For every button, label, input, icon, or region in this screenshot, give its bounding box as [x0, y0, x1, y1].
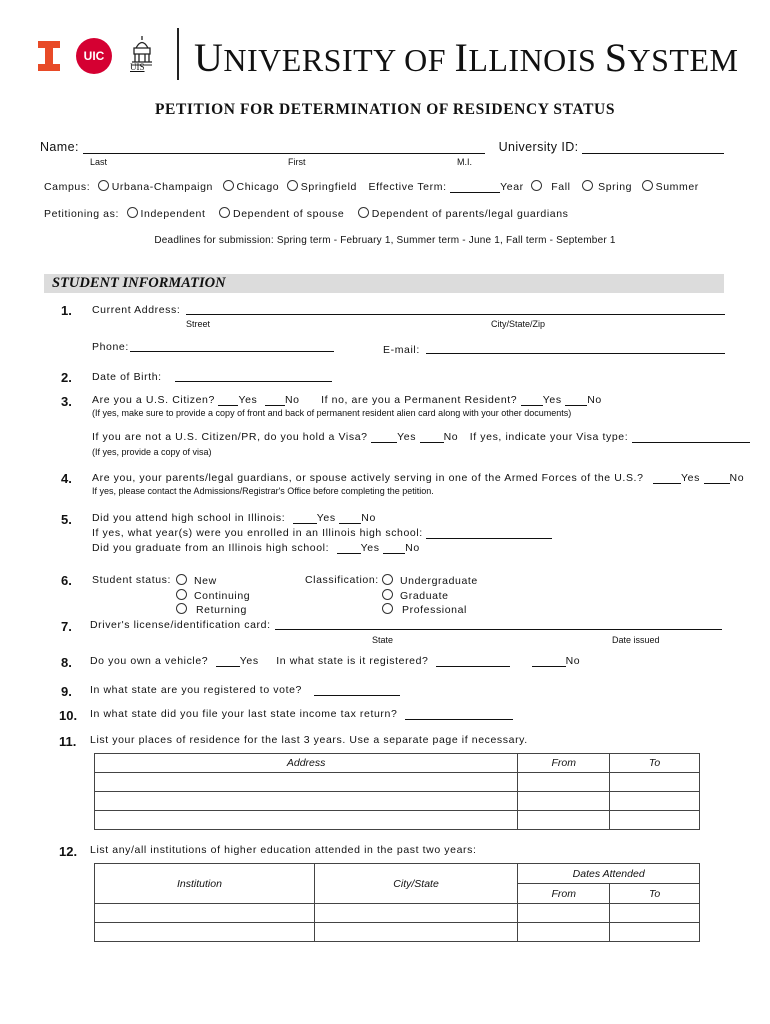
license-date-label: Date issued	[612, 635, 660, 645]
pr-yes-input[interactable]	[521, 394, 543, 406]
dependent-parents-label: Dependent of parents/legal guardians	[371, 208, 569, 220]
status-returning-option	[176, 603, 247, 616]
citizen-no-label: No	[284, 394, 300, 406]
hs-no-input[interactable]	[339, 512, 361, 524]
vehicle-no-input[interactable]	[532, 655, 566, 667]
independent-label: Independent	[140, 208, 206, 220]
pr-no-input[interactable]	[565, 394, 587, 406]
citizen-yes-input[interactable]	[218, 394, 238, 406]
q5-line3	[92, 542, 420, 554]
residence-address-cell[interactable]	[95, 792, 518, 811]
vehicle-yes-input[interactable]	[216, 655, 240, 667]
term-spring-radio[interactable]	[582, 180, 593, 191]
status-returning-label: Returning	[196, 604, 247, 616]
campus-label: Campus:	[44, 181, 91, 193]
email-label: E-mail:	[383, 344, 420, 356]
citizen-yes-label: Yes	[238, 394, 258, 406]
visa-no-label: No	[443, 431, 459, 443]
campus-springfield-radio[interactable]	[287, 180, 298, 191]
email-input[interactable]	[426, 342, 725, 354]
current-address-label: Current Address:	[92, 304, 181, 316]
hs-yes-input[interactable]	[293, 512, 317, 524]
vote-state-input[interactable]	[314, 684, 400, 696]
armed-forces-no-label: No	[729, 472, 745, 484]
year-label: Year	[500, 181, 524, 193]
name-input[interactable]	[83, 142, 485, 154]
hs-years-question: If yes, what year(s) were you enrolled in an Illinois high school:	[92, 527, 423, 539]
uic-logo: UIC	[76, 38, 112, 74]
q3-visa-row	[92, 431, 750, 443]
class-professional-label: Professional	[402, 604, 467, 616]
status-continuing-label: Continuing	[194, 590, 251, 602]
drivers-license-input[interactable]	[275, 618, 722, 630]
dates-to-cell[interactable]	[610, 923, 700, 942]
class-undergrad-radio[interactable]	[382, 574, 393, 585]
dates-from-cell[interactable]	[518, 923, 610, 942]
armed-forces-yes-label: Yes	[681, 472, 700, 484]
institution-cell[interactable]	[95, 904, 315, 923]
q12-number: 12.	[59, 844, 78, 859]
institution-header: Institution	[95, 864, 315, 904]
campus-springfield-label: Springfield	[300, 181, 357, 193]
institution-cell[interactable]	[95, 923, 315, 942]
city-state-cell[interactable]	[314, 904, 518, 923]
q5-number: 5.	[61, 512, 72, 527]
hs-grad-no-input[interactable]	[383, 542, 405, 554]
system-brand-title: UNIVERSITY OF ILLINOIS SYSTEM	[194, 35, 739, 80]
residence-from-cell[interactable]	[518, 792, 610, 811]
class-undergrad-label: Undergraduate	[400, 575, 478, 587]
dates-from-cell[interactable]	[518, 904, 610, 923]
term-fall-radio[interactable]	[531, 180, 542, 191]
citizen-no-input[interactable]	[265, 394, 285, 406]
vehicle-state-question: In what state is it registered?	[276, 655, 429, 667]
student-info-heading: STUDENT INFORMATION	[52, 275, 226, 291]
residence-from-cell[interactable]	[518, 811, 610, 830]
class-professional-radio[interactable]	[382, 603, 393, 614]
class-graduate-radio[interactable]	[382, 589, 393, 600]
visa-yes-input[interactable]	[371, 431, 397, 443]
pr-no-label: No	[587, 394, 602, 406]
residence-from-header: From	[518, 754, 610, 773]
form-title: PETITION FOR DETERMINATION OF RESIDENCY STATUS	[154, 101, 616, 118]
status-returning-radio[interactable]	[176, 603, 187, 614]
residence-from-cell[interactable]	[518, 773, 610, 792]
armed-forces-note: If yes, please contact the Admissions/Registrar's Office before completing the petition.	[92, 486, 434, 496]
city-state-header: City/State	[314, 864, 518, 904]
table-row	[95, 811, 700, 830]
visa-question: If you are not a U.S. Citizen/PR, do you hold a Visa?	[92, 431, 368, 443]
q6-number: 6.	[61, 573, 72, 588]
hs-illinois-question: Did you attend high school in Illinois:	[92, 512, 286, 524]
phone-label: Phone:	[92, 341, 129, 353]
city-state-cell[interactable]	[314, 923, 518, 942]
dependent-spouse-label: Dependent of spouse	[233, 208, 345, 220]
class-graduate-option	[382, 589, 449, 602]
phone-input[interactable]	[130, 340, 334, 352]
citizen-question: Are you a U.S. Citizen?	[92, 394, 215, 406]
table-row	[95, 923, 700, 942]
hs-grad-yes-label: Yes	[360, 542, 380, 554]
effective-term-label: Effective Term:	[368, 181, 447, 193]
residence-to-header: To	[610, 754, 700, 773]
campus-urbana-label: Urbana-Champaign	[111, 181, 213, 193]
status-continuing-radio[interactable]	[176, 589, 187, 600]
license-state-label: State	[372, 635, 394, 645]
status-new-label: New	[194, 575, 217, 587]
hs-years-input[interactable]	[426, 527, 552, 539]
vehicle-question: Do you own a vehicle?	[90, 655, 209, 667]
status-new-option	[176, 574, 217, 587]
name-mi-label: M.I.	[457, 157, 472, 167]
independent-radio[interactable]	[127, 207, 138, 218]
q4-row	[92, 472, 744, 484]
visa-no-input[interactable]	[420, 431, 444, 443]
name-last-label: Last	[90, 157, 108, 167]
dob-input[interactable]	[175, 370, 332, 382]
vehicle-no-label: No	[565, 655, 581, 667]
q4-number: 4.	[61, 471, 72, 486]
name-first-label: First	[288, 157, 306, 167]
q5-line1	[92, 512, 376, 524]
dates-attended-header: Dates Attended	[518, 864, 700, 884]
dependent-parents-radio[interactable]	[358, 207, 369, 218]
name-label: Name:	[40, 140, 79, 154]
university-id-input[interactable]	[582, 142, 724, 154]
term-fall-label: Fall	[551, 181, 571, 193]
uis-label: UIS	[130, 62, 145, 72]
q3-citizen-row	[92, 394, 602, 406]
visa-yes-label: Yes	[397, 431, 417, 443]
hs-graduate-question: Did you graduate from an Illinois high school:	[92, 542, 330, 554]
q11-number: 11.	[59, 734, 77, 749]
q8-number: 8.	[61, 655, 72, 670]
petitioning-label: Petitioning as:	[44, 208, 119, 220]
classification-label: Classification:	[305, 574, 379, 586]
visa-type-question: If yes, indicate your Visa type:	[469, 431, 629, 443]
dependent-spouse-radio[interactable]	[219, 207, 230, 218]
current-address-input[interactable]	[186, 303, 725, 315]
hs-grad-yes-input[interactable]	[337, 542, 361, 554]
q8-row	[90, 655, 580, 667]
city-state-zip-label: City/State/Zip	[491, 319, 546, 329]
student-status-label: Student status:	[92, 574, 172, 586]
campus-chicago-radio[interactable]	[223, 180, 234, 191]
q5-line2	[92, 527, 552, 539]
table-row	[95, 904, 700, 923]
petitioning-row	[44, 207, 569, 220]
pr-yes-label: Yes	[542, 394, 562, 406]
street-label: Street	[186, 319, 211, 329]
term-summer-label: Summer	[655, 181, 699, 193]
q9-number: 9.	[61, 684, 72, 699]
visa-type-input[interactable]	[632, 431, 750, 443]
armed-forces-no-input[interactable]	[704, 472, 730, 484]
permanent-resident-question: If no, are you a Permanent Resident?	[321, 394, 518, 406]
tax-state-input[interactable]	[405, 708, 513, 720]
drivers-license-label: Driver's license/identification card:	[90, 619, 271, 631]
name-row	[40, 140, 724, 154]
term-spring-label: Spring	[598, 181, 633, 193]
dates-from-header: From	[518, 884, 610, 904]
class-professional-option	[382, 603, 467, 616]
q9-row	[90, 684, 400, 696]
residence-address-cell[interactable]	[95, 811, 518, 830]
visa-copy-note: (If yes, provide a copy of visa)	[92, 447, 212, 457]
q7-number: 7.	[61, 619, 72, 634]
armed-forces-yes-input[interactable]	[653, 472, 681, 484]
effective-year-input[interactable]	[450, 181, 500, 193]
q3-number: 3.	[61, 394, 72, 409]
residence-address-header: Address	[95, 754, 518, 773]
tax-state-question: In what state did you file your last state income tax return?	[90, 708, 398, 720]
deadlines-note: Deadlines for submission: Spring term - February 1, Summer term - June 1, Fall term - September 1	[154, 235, 616, 246]
university-id-label: University ID:	[498, 140, 579, 154]
armed-forces-question: Are you, your parents/legal guardians, or spouse actively serving in one of the Armed Forces of the U.S.?	[92, 472, 644, 484]
header-divider	[177, 28, 179, 80]
q1-number: 1.	[61, 303, 72, 318]
residence-history-label: List your places of residence for the last 3 years. Use a separate page if necessary.	[90, 734, 528, 746]
status-continuing-option	[176, 589, 250, 602]
residence-address-cell[interactable]	[95, 773, 518, 792]
table-row	[95, 792, 700, 811]
table-row	[95, 773, 700, 792]
term-summer-radio[interactable]	[642, 180, 653, 191]
vehicle-yes-label: Yes	[239, 655, 259, 667]
header-logos	[36, 30, 739, 82]
residence-table	[94, 753, 700, 830]
q10-number: 10.	[59, 708, 78, 723]
institutions-table	[94, 863, 700, 942]
vote-state-question: In what state are you registered to vote?	[90, 684, 302, 696]
dates-to-cell[interactable]	[610, 904, 700, 923]
illinois-block-i-logo	[38, 41, 60, 71]
campus-urbana-radio[interactable]	[98, 180, 109, 191]
q10-row	[90, 708, 513, 720]
class-graduate-label: Graduate	[400, 590, 449, 602]
vehicle-state-input[interactable]	[436, 655, 510, 667]
hs-yes-label: Yes	[316, 512, 336, 524]
residence-to-cell[interactable]	[610, 773, 700, 792]
status-new-radio[interactable]	[176, 574, 187, 585]
institutions-label: List any/all institutions of higher education attended in the past two years:	[90, 844, 477, 856]
hs-grad-no-label: No	[405, 542, 420, 554]
hs-no-label: No	[361, 512, 376, 524]
residence-to-cell[interactable]	[610, 811, 700, 830]
campus-chicago-label: Chicago	[236, 181, 280, 193]
campus-row	[44, 180, 699, 193]
dates-to-header: To	[610, 884, 700, 904]
residence-to-cell[interactable]	[610, 792, 700, 811]
dob-label: Date of Birth:	[92, 371, 162, 383]
class-undergrad-option	[382, 574, 478, 587]
q2-number: 2.	[61, 370, 72, 385]
pr-card-note: (If yes, make sure to provide a copy of front and back of permanent resident alien card along with your other documents)	[92, 408, 572, 418]
